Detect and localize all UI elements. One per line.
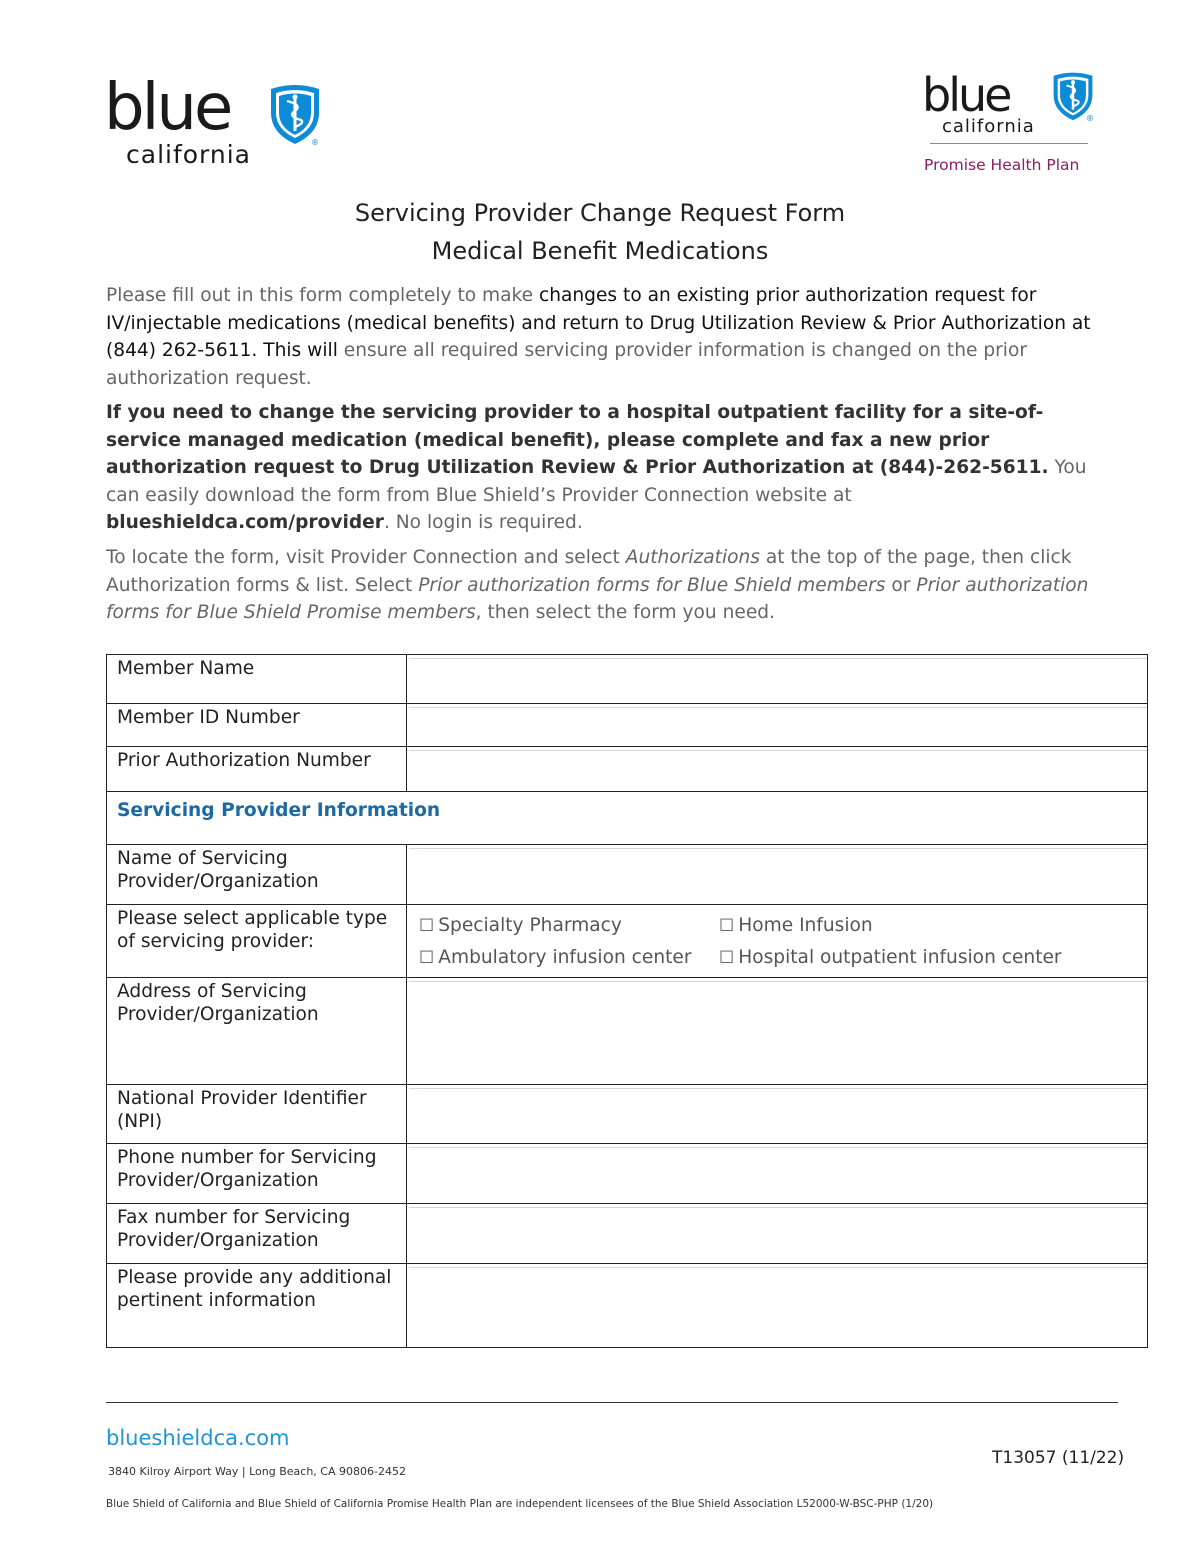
registered-mark: ® [311,138,319,147]
provider-type-cell [407,905,1148,978]
page-subtitle: Medical Benefit Medications [431,237,769,265]
fax-label: Fax number for Servicing Provider/Organization [107,1204,407,1264]
footer-legal: Blue Shield of California and Blue Shield of California Promise Health Plan are independent licensees of the Blue Shield Association L52000-W-BSC-PHP (1/20) [106,1498,934,1510]
intro-paragraph [106,282,1106,392]
form-row [107,905,1148,978]
section-heading: Servicing Provider Information [107,792,1148,845]
intro-text: or [885,574,917,596]
form-row [107,978,1148,1085]
address-cell [407,978,1148,1085]
intro-italic: Prior authorization forms for Blue Shield Promise members [106,574,1089,623]
checkbox-label: Specialty Pharmacy [438,915,622,936]
form-row [107,792,1148,845]
member-name-label: Member Name [107,655,407,704]
logo-subtitle: california [126,140,252,169]
checkbox-label: Home Infusion [738,915,873,936]
checkbox-icon[interactable]: ☐ [419,948,435,968]
provider-name-label: Name of Servicing Provider/Organization [107,845,407,905]
member-id-field[interactable] [409,707,1147,708]
logo-plan-name: Promise Health Plan [924,156,1080,174]
form-row [107,845,1148,905]
blue-shield-promise-logo [922,66,1102,182]
checkbox-home-infusion[interactable] [719,910,873,942]
footer-divider [106,1402,1118,1403]
intro-text: , then select the form you need. [475,602,775,623]
form-row [107,1204,1148,1264]
hospital-outpatient-paragraph [106,399,1106,537]
prior-auth-field[interactable] [409,750,1147,751]
provider-name-field[interactable] [409,848,1147,849]
form-row [107,655,1148,704]
fax-field[interactable] [409,1207,1147,1208]
form-row [107,1144,1148,1204]
logo-divider [930,143,1088,144]
intro-text: . No login is required. [383,512,583,533]
registered-mark: ® [1086,114,1094,123]
npi-cell [407,1085,1148,1144]
checkbox-ambulatory-infusion[interactable] [419,942,719,974]
locate-form-paragraph [106,544,1106,627]
provider-name-cell [407,845,1148,905]
npi-label: National Provider Identifier (NPI) [107,1085,407,1144]
phone-cell [407,1144,1148,1204]
member-name-field[interactable] [409,658,1147,659]
form-row [107,1085,1148,1144]
intro-italic: Authorizations [625,547,760,568]
provider-type-label: Please select applicable type of servicing provider: [107,905,407,978]
intro-italic: Prior authorization forms for Blue Shield members [418,574,886,596]
additional-info-label: Please provide any additional pertinent information [107,1264,407,1348]
logo-wordmark: blue [922,68,1010,122]
provider-connection-link[interactable]: blueshieldca.com/provider [106,512,384,533]
footer-website-link[interactable]: blueshieldca.com [106,1426,290,1450]
intro-text: To locate the form, visit Provider Connection and select [106,547,626,568]
fax-cell [407,1204,1148,1264]
logo-subtitle: california [942,116,1035,137]
member-id-label: Member ID Number [107,704,407,747]
intro-text: at the top of the page, then click Authorization forms & list. Select [106,547,1072,596]
prior-auth-label: Prior Authorization Number [107,747,407,792]
intro-text: changes to an existing prior authorization request for IV/injectable medications (medical benefits) and return to Drug Utilization Review & Prior Authorization at (844) 262-5611. This will [106,285,1091,361]
member-name-cell [407,655,1148,704]
logo-wordmark: blue [104,71,231,145]
form-row [107,704,1148,747]
address-field[interactable] [409,981,1147,982]
intro-text: Please fill out in this form completely to make [106,285,539,306]
checkbox-specialty-pharmacy[interactable] [419,910,719,942]
intro-text: ensure all required servicing provider information is changed on the prior authorization request. [106,340,1027,389]
member-id-cell [407,704,1148,747]
blue-shield-logo [104,72,334,172]
page-title: Servicing Provider Change Request Form [354,199,846,227]
bold-instruction: If you need to change the servicing provider to a hospital outpatient facility for a site-of-service managed medication (medical benefit), please complete and fax a new prior authorization request to Drug Utilization Review & Prior Authorization at (844)-262-5611. [106,402,1049,478]
checkbox-label: Hospital outpatient infusion center [738,947,1062,968]
form-row [107,747,1148,792]
form-row [107,1264,1148,1348]
address-label: Address of Servicing Provider/Organization [107,978,407,1085]
form-code: T13057 (11/22) [992,1448,1125,1468]
phone-field[interactable] [409,1147,1147,1148]
additional-info-cell [407,1264,1148,1348]
request-form-table [106,654,1148,1348]
checkbox-hospital-outpatient[interactable] [719,942,1062,974]
npi-field[interactable] [409,1088,1147,1089]
shield-caduceus-icon [269,83,321,145]
checkbox-icon[interactable]: ☐ [719,948,735,968]
checkbox-label: Ambulatory infusion center [438,947,692,968]
additional-info-field[interactable] [409,1267,1147,1268]
prior-auth-cell [407,747,1148,792]
intro-text: You can easily download the form from Blue Shield’s Provider Connection website at [106,457,1087,506]
checkbox-icon[interactable]: ☐ [419,916,435,936]
phone-label: Phone number for Servicing Provider/Organization [107,1144,407,1204]
checkbox-icon[interactable]: ☐ [719,916,735,936]
provider-type-options [409,908,1147,974]
footer-address: 3840 Kilroy Airport Way | Long Beach, CA 90806-2452 [108,1465,406,1478]
